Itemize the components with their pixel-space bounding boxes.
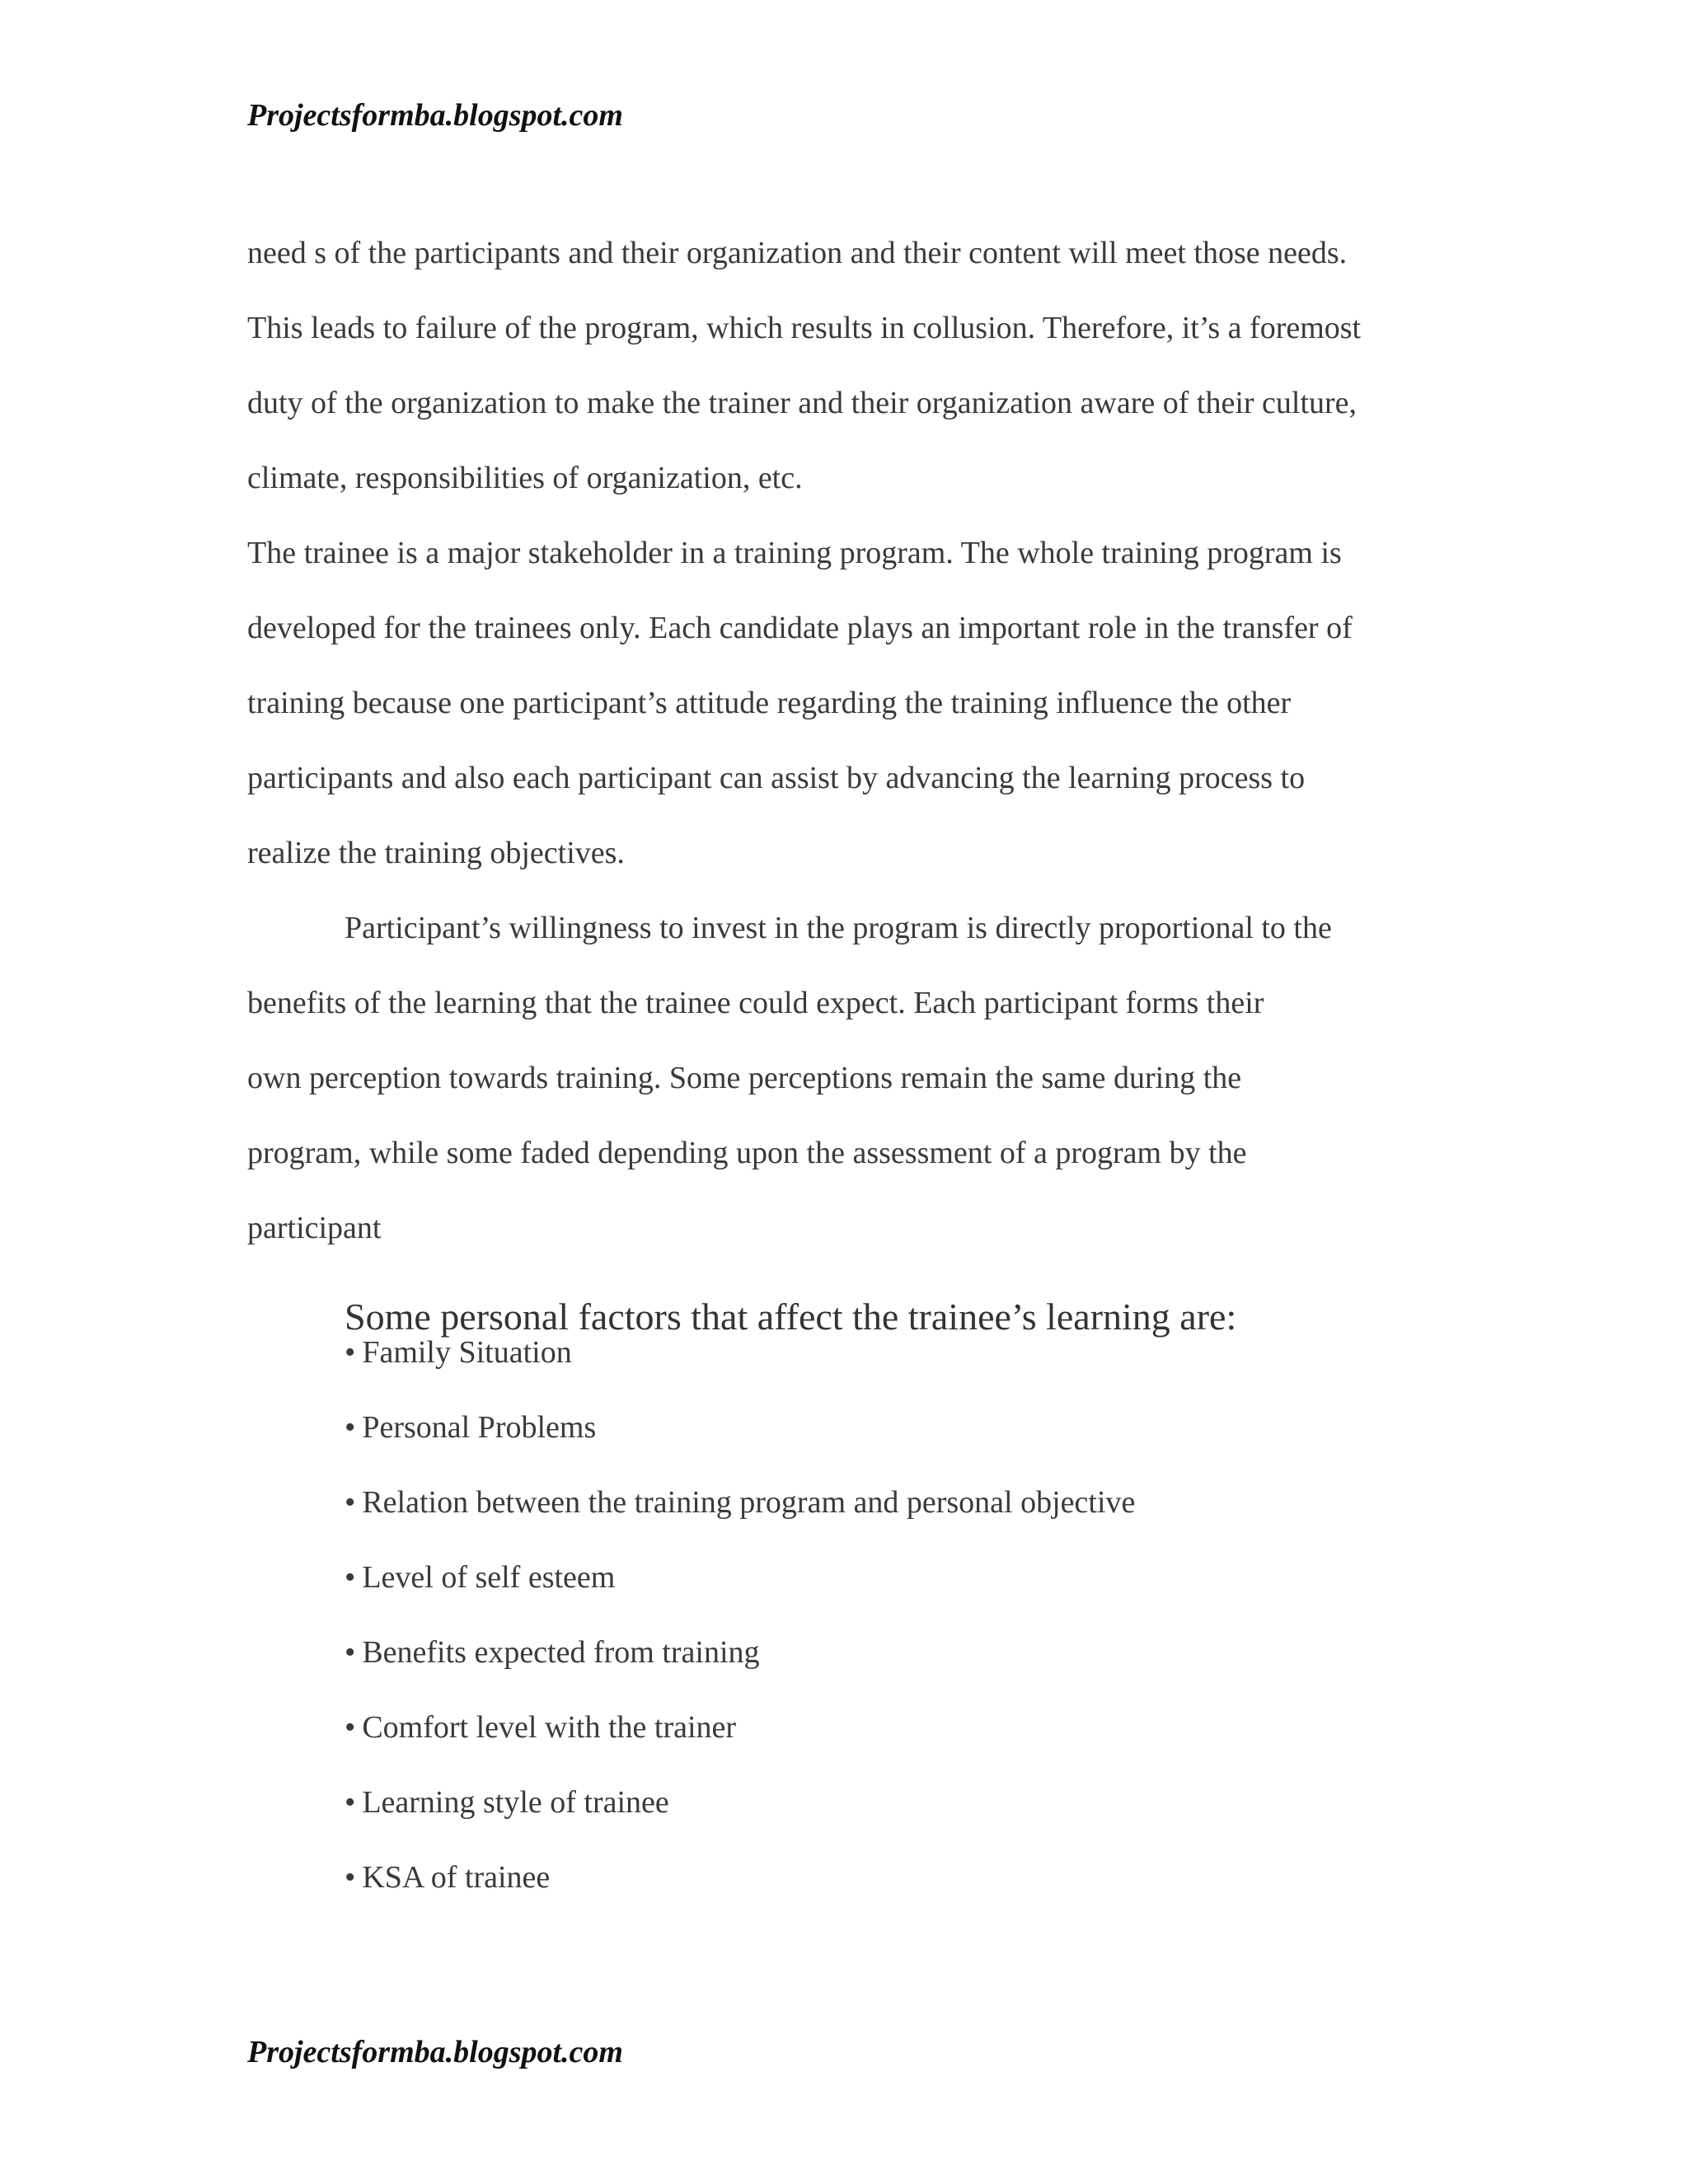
bullet-icon: • [345,1710,356,1745]
page-header: Projectsformba.blogspot.com [247,98,623,133]
list-item [345,1483,1135,1521]
list-item-text: Personal Problems [362,1410,597,1445]
bullet-icon: • [345,1410,356,1445]
bullet-icon: • [345,1785,356,1820]
list-item-text: Learning style of trainee [362,1785,669,1820]
body-line: need s of the participants and their organization and their content will meet those needs. [247,236,1348,270]
body-line: This leads to failure of the program, which results in collusion. Therefore, it’s a foremost [247,311,1362,345]
page-footer: Projectsformba.blogspot.com [247,2035,623,2069]
body-line: participants and also each participant can assist by advancing the learning process to [247,761,1306,795]
body-line: benefits of the learning that the trainee could expect. Each participant forms their [247,986,1264,1020]
body-line: climate, responsibilities of organization, etc. [247,461,803,495]
body-line: developed for the trainees only. Each candidate plays an important role in the transfer of [247,611,1353,645]
body-line: training because one participant’s attitude regarding the training influence the other [247,686,1292,720]
list-item-text: Comfort level with the trainer [362,1710,737,1745]
body-line: duty of the organization to make the trainer and their organization aware of their culture, [247,386,1357,420]
bullet-icon: • [345,1335,356,1370]
list-item-text: Relation between the training program and personal objective [362,1485,1136,1520]
list-item [345,1858,550,1896]
list-item [345,1783,669,1821]
body-line: participant [247,1211,382,1245]
list-item-text: Benefits expected from training [362,1635,760,1670]
list-item [345,1333,572,1371]
body-line: Participant’s willingness to invest in the program is directly proportional to the [345,911,1332,945]
list-item-text: Level of self esteem [362,1560,616,1595]
body-line: own perception towards training. Some perceptions remain the same during the [247,1061,1242,1095]
body-line: realize the training objectives. [247,836,625,870]
bullet-icon: • [345,1860,356,1895]
bullet-icon: • [345,1560,356,1595]
bullet-icon: • [345,1485,356,1520]
list-item [345,1633,760,1671]
bullet-icon: • [345,1635,356,1670]
list-item [345,1408,596,1446]
list-item-text: Family Situation [362,1335,572,1370]
factors-heading: Some personal factors that affect the trainee’s learning are: [345,1296,1237,1338]
body-line: The trainee is a major stakeholder in a training program. The whole training program is [247,536,1342,570]
list-item [345,1708,736,1746]
body-line: program, while some faded depending upon the assessment of a program by the [247,1136,1247,1170]
list-item-text: KSA of trainee [362,1860,551,1895]
list-item [345,1558,615,1596]
